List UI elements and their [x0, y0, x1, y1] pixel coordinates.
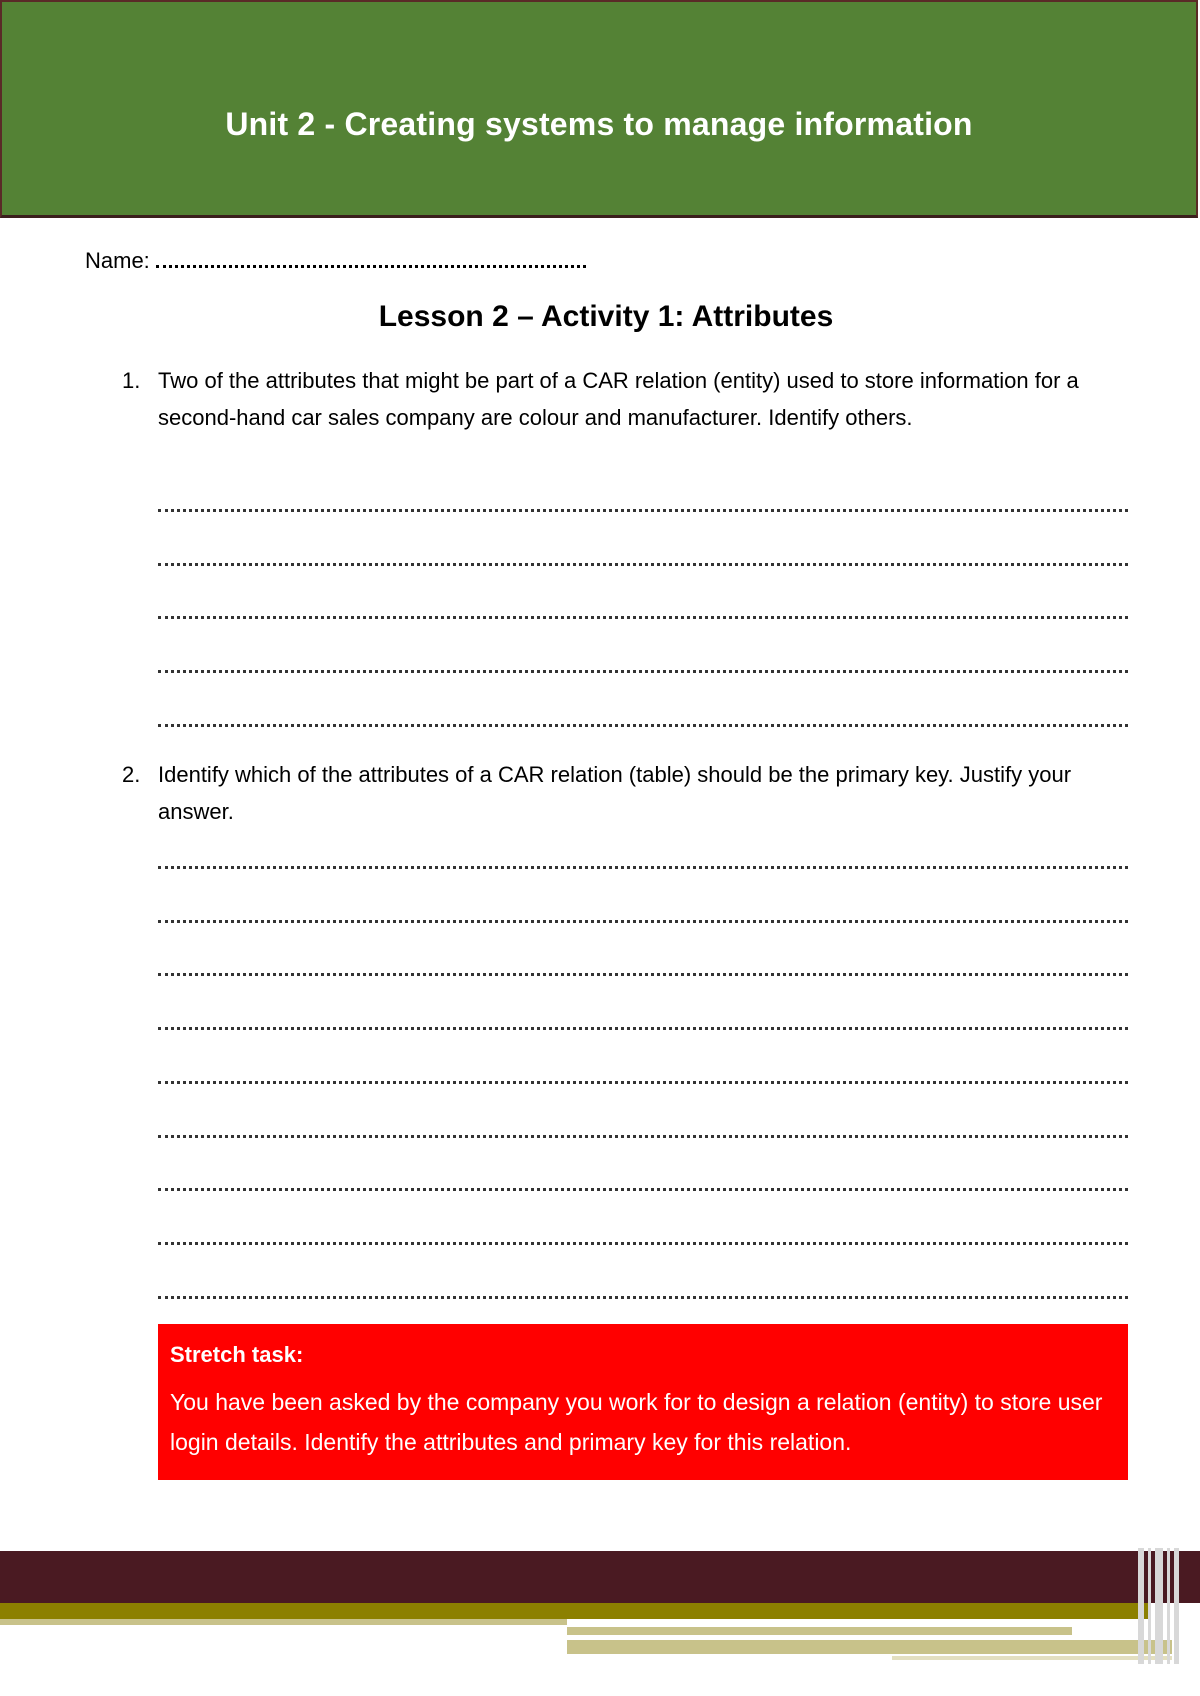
- question-2: [122, 756, 1122, 830]
- lesson-title: Lesson 2 – Activity 1: Attributes: [378, 300, 834, 333]
- answer-line: [158, 866, 1128, 869]
- footer-decorative-bars: [1138, 1548, 1182, 1664]
- question-number: 1.: [122, 368, 141, 393]
- answer-line: [158, 509, 1128, 512]
- name-dotted-line: [156, 251, 586, 268]
- answer-line: [158, 1027, 1128, 1030]
- answer-line: [158, 563, 1128, 566]
- stretch-task-box: [158, 1324, 1128, 1480]
- answer-line: [158, 616, 1128, 619]
- question-text: Identify which of the attributes of a CAR relation (table) should be the primary key. Justify your answer.: [158, 762, 1072, 824]
- question-text: Two of the attributes that might be part of a CAR relation (entity) used to store information for a second-hand car sales company are colour and manufacturer. Identify others.: [158, 368, 1079, 430]
- header-banner: [0, 0, 1198, 218]
- question-1: [122, 362, 1122, 436]
- answer-line: [158, 1135, 1128, 1138]
- footer-stripe: [567, 1627, 1072, 1635]
- header-title: Unit 2 - Creating systems to manage information: [225, 106, 973, 142]
- answer-line: [158, 1296, 1128, 1299]
- stretch-task-text: You have been asked by the company you work for to design a relation (entity) to store user login details. Identify the attributes and primary key for this relation.: [170, 1389, 1103, 1455]
- footer-stripe: [0, 1619, 567, 1625]
- footer-stripe: [892, 1656, 1172, 1660]
- answer-line: [158, 920, 1128, 923]
- footer-olive-stripe: [0, 1603, 1150, 1619]
- answer-line: [158, 1081, 1128, 1084]
- question-number: 2.: [122, 762, 141, 787]
- name-field: [85, 248, 586, 274]
- answer-line: [158, 973, 1128, 976]
- stretch-task-heading: Stretch task:: [170, 1342, 304, 1367]
- footer-bar: [0, 1551, 1200, 1603]
- name-label: Name:: [85, 248, 150, 273]
- answer-line: [158, 724, 1128, 727]
- footer-stripe: [567, 1640, 1172, 1654]
- answer-line: [158, 670, 1128, 673]
- answer-line: [158, 1188, 1128, 1191]
- answer-line: [158, 1242, 1128, 1245]
